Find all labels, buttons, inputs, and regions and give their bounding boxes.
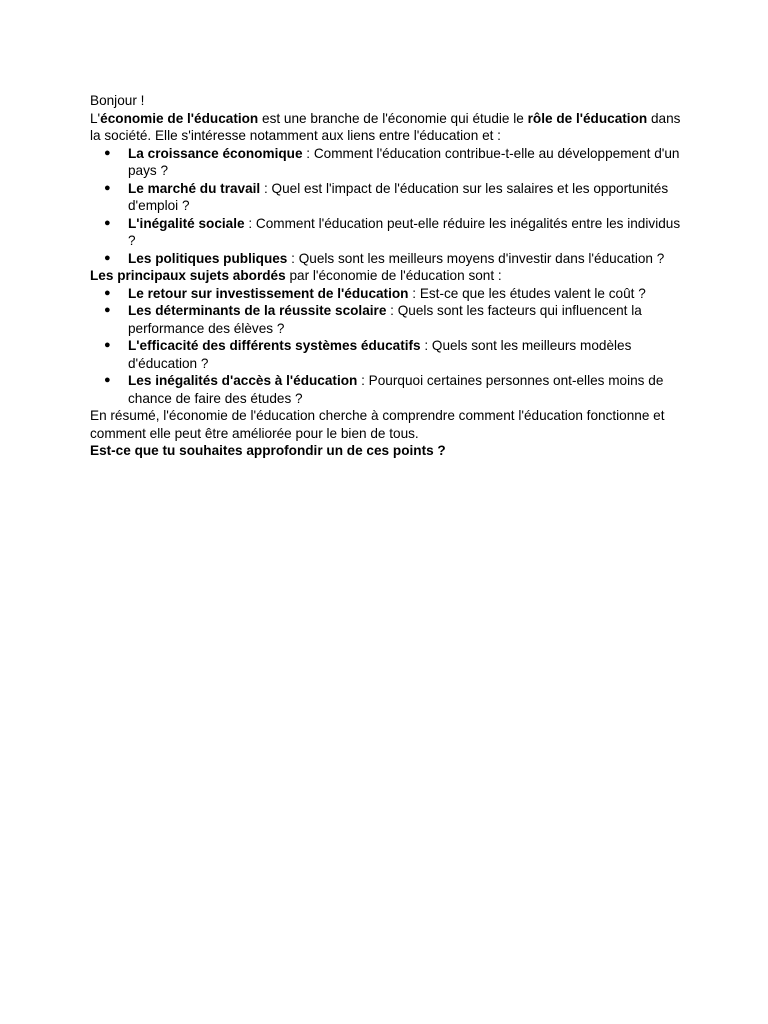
list-item	[90, 145, 690, 180]
list-item-title: Les déterminants de la réussite scolaire	[128, 303, 387, 318]
closing-question-text: Est-ce que tu souhaites approfondir un de ces points ?	[90, 443, 446, 458]
list-item	[90, 215, 690, 250]
list-item	[90, 285, 690, 303]
list-item-text: : Quels sont les meilleurs moyens d'investir dans l'éducation ?	[287, 250, 665, 266]
intro-paragraph	[90, 110, 690, 145]
list-item	[90, 337, 690, 372]
document-body	[90, 92, 690, 460]
list-item-text: : Comment l'éducation contribue-t-elle au développement d'un pays ?	[128, 145, 680, 178]
list-item-text: : Quels sont les facteurs qui influencent la performance des élèves ?	[128, 303, 642, 336]
bullet-icon: ●	[104, 251, 111, 264]
intro-prefix: L'	[90, 110, 101, 126]
bullet-icon: ●	[104, 216, 111, 229]
intro-suffix: dans la société. Elle s'intéresse notamment aux liens entre l'éducation et :	[90, 110, 681, 143]
intro-middle: est une branche de l'économie qui étudie le	[258, 110, 528, 126]
links-list	[90, 145, 690, 268]
list-item-title: Le retour sur investissement de l'éducation	[128, 285, 409, 301]
list-item	[90, 180, 690, 215]
topics-list	[90, 285, 690, 408]
summary-paragraph: En résumé, l'économie de l'éducation cherche à comprendre comment l'éducation fonctionne et comment elle peut être améliorée pour le bien de tous.	[90, 408, 665, 441]
closing-question	[90, 442, 690, 460]
list-item-title: Les inégalités d'accès à l'éducation	[128, 373, 358, 388]
bullet-icon: ●	[104, 181, 111, 194]
topics-intro-bold: Les principaux sujets abordés	[90, 268, 286, 283]
list-item-text: : Comment l'éducation peut-elle réduire les inégalités entre les individus ?	[128, 215, 681, 248]
greeting: Bonjour !	[90, 93, 145, 108]
topics-intro-text: par l'économie de l'éducation sont :	[285, 268, 502, 283]
bullet-icon: ●	[104, 286, 111, 299]
intro-role: rôle de l'éducation	[527, 110, 648, 126]
list-item-title: L'efficacité des différents systèmes éducatifs	[128, 338, 421, 353]
list-item-title: L'inégalité sociale	[128, 215, 245, 231]
bullet-icon: ●	[104, 339, 111, 351]
list-item-text: : Quel est l'impact de l'éducation sur les salaires et les opportunités d'emploi ?	[128, 180, 669, 213]
list-item-title: Le marché du travail	[128, 180, 261, 196]
list-item-title: La croissance économique	[128, 145, 303, 161]
list-item	[90, 302, 690, 337]
intro-term: économie de l'éducation	[100, 110, 259, 126]
bullet-icon: ●	[104, 304, 111, 316]
topics-intro	[90, 267, 690, 285]
list-item	[90, 250, 690, 268]
list-item-title: Les politiques publiques	[128, 250, 288, 266]
bullet-icon: ●	[104, 146, 111, 159]
list-item-text: : Quels sont les meilleurs modèles d'éducation ?	[128, 338, 632, 371]
list-item-text: : Est-ce que les études valent le coût ?	[408, 285, 646, 301]
bullet-icon: ●	[104, 374, 111, 386]
list-item-text: : Pourquoi certaines personnes ont-elles moins de chance de faire des études ?	[128, 373, 664, 406]
list-item	[90, 372, 690, 407]
